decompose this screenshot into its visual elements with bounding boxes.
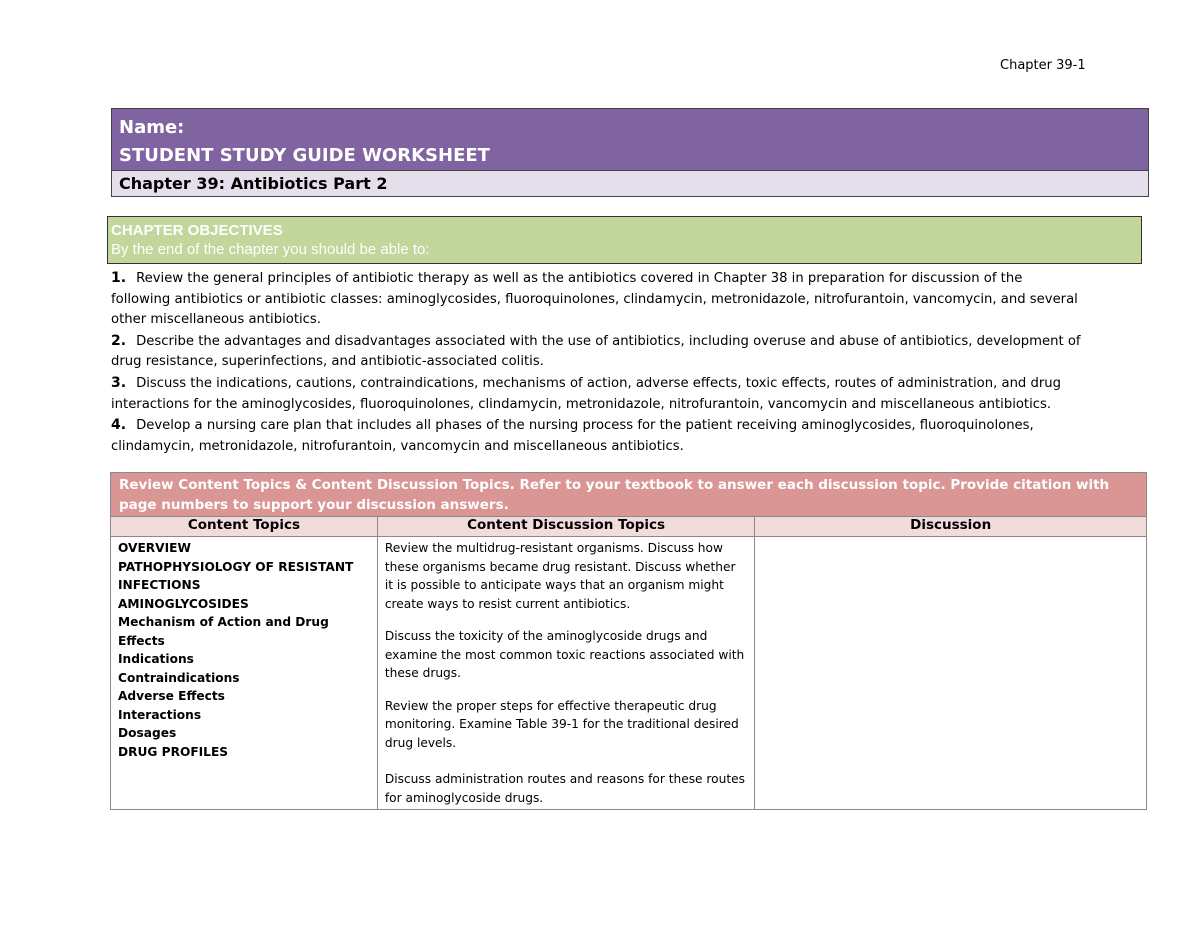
objective-item xyxy=(111,373,1081,415)
discussion-topics-cell xyxy=(377,537,754,810)
content-topic: DRUG PROFILES xyxy=(118,744,229,759)
table-row xyxy=(111,537,1147,810)
content-topic: Contraindications xyxy=(118,670,240,685)
review-banner: Review Content Topics & Content Discussion Topics. Refer to your textbook to answer each discussion topic. Provide citation with page numbers to support your discussion answers. xyxy=(111,473,1147,517)
content-topic: PATHOPHYSIOLOGY OF RESISTANT INFECTIONS xyxy=(118,559,354,592)
objective-text: Review the general principles of antibiotic therapy as well as the antibiotics covered in Chapter 38 in preparation for discussion of the following antibiotics or antibiotic classes: aminoglycosides, fluoroquinolones, clindamycin, metronidazole, nitrofurantoin, vancomycin, and several other miscellaneous antibiotics. xyxy=(111,271,1078,328)
content-topic: AMINOGLYCOSIDES xyxy=(118,596,249,611)
review-table xyxy=(110,472,1147,810)
objectives-list xyxy=(111,268,1081,457)
content-topic: Interactions xyxy=(118,707,202,722)
name-label: Name: xyxy=(119,117,185,138)
discussion-topic: Discuss the toxicity of the aminoglycoside drugs and examine the most common toxic reactions associated with these drugs. xyxy=(384,629,745,680)
discussion-answer-cell[interactable] xyxy=(755,537,1147,810)
review-banner-row xyxy=(111,473,1147,517)
objective-text: Describe the advantages and disadvantages associated with the use of antibiotics, including overuse and abuse of antibiotics, development of drug resistance, superinfections, and antibiotic-associated colitis. xyxy=(111,333,1081,370)
discussion-topic: Review the proper steps for effective therapeutic drug monitoring. Examine Table 39-1 for the traditional desired drug levels. xyxy=(384,698,739,750)
content-topic: Dosages xyxy=(118,726,177,740)
objectives-header xyxy=(107,216,1142,264)
objective-number: 1. xyxy=(111,270,127,286)
objective-text: Develop a nursing care plan that includes all phases of the nursing process for the patient receiving aminoglycosides, fluoroquinolones, clindamycin, metronidazole, nitrofurantoin, vancomycin and miscellaneous antibiotics. xyxy=(111,418,1034,454)
objective-number: 3. xyxy=(111,374,127,391)
discussion-topic: Review the multidrug-resistant organisms. Discuss how these organisms became drug resistant. Discuss whether it is possible to anticipate ways that an organism might create ways to resist current antibiotics. xyxy=(384,541,736,611)
page-header-label: Chapter 39-1 xyxy=(1000,58,1086,73)
objective-number: 4. xyxy=(111,417,127,434)
objective-item xyxy=(111,415,1081,457)
worksheet-title-block xyxy=(111,108,1149,197)
content-topic: Adverse Effects xyxy=(118,689,225,703)
column-header-discussion-topics: Content Discussion Topics xyxy=(377,517,754,537)
objective-item xyxy=(111,331,1081,373)
title-banner xyxy=(111,109,1148,171)
content-topics-cell xyxy=(111,537,378,810)
content-topic: Indications xyxy=(118,652,194,666)
objectives-subheading: By the end of the chapter you should be able to: xyxy=(111,241,430,258)
content-topic: Mechanism of Action and Drug Effects xyxy=(118,615,329,648)
content-topic: OVERVIEW xyxy=(118,541,191,555)
column-header-row xyxy=(111,517,1147,537)
column-header-content-topics: Content Topics xyxy=(111,517,378,537)
objective-item xyxy=(111,268,1081,331)
worksheet-title: STUDENT STUDY GUIDE WORKSHEET xyxy=(119,145,490,166)
discussion-topic: Discuss administration routes and reasons for these routes for aminoglycoside drugs. xyxy=(384,772,745,805)
objectives-heading: CHAPTER OBJECTIVES xyxy=(111,222,283,239)
chapter-title: Chapter 39: Antibiotics Part 2 xyxy=(111,171,1148,196)
column-header-discussion: Discussion xyxy=(755,517,1147,537)
objective-number: 2. xyxy=(111,332,127,349)
objective-text: Discuss the indications, cautions, contraindications, mechanisms of action, adverse effects, toxic effects, routes of administration, and drug interactions for the aminoglycosides, fluoroquinolones, clindamycin, metronidazole, nitrofurantoin, vancomycin and miscellaneous antibiotics. xyxy=(111,375,1062,412)
